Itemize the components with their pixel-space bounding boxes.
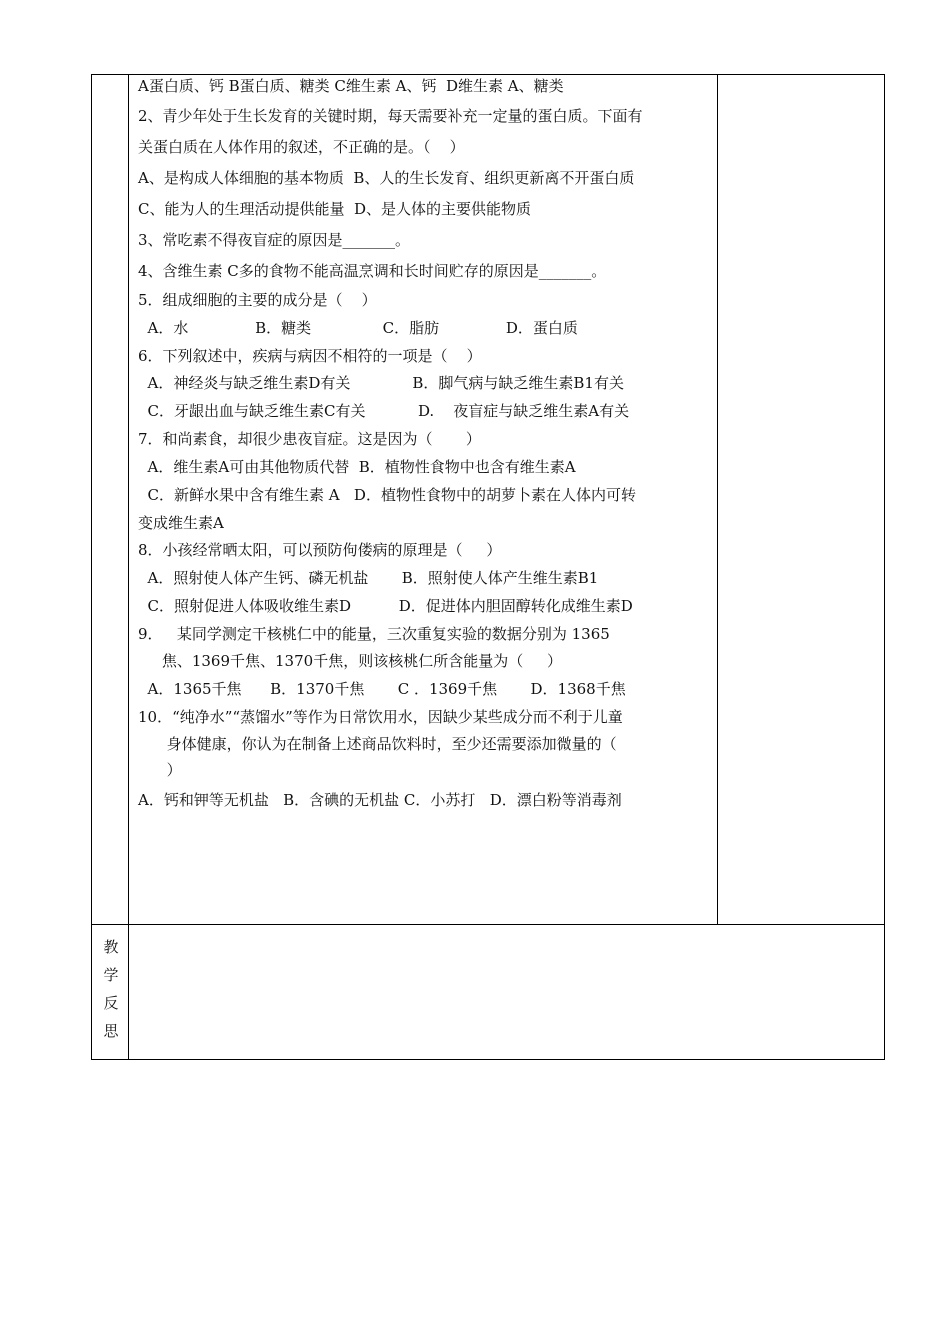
exercise-line: A．神经炎与缺乏维生素D有关 B．脚气病与缺乏维生素B1有关 <box>138 374 624 392</box>
exercise-line: A．照射使人体产生钙、磷无机盐 B．照射使人体产生维生素B1 <box>138 569 599 587</box>
exercise-line: A蛋白质、钙 B蛋白质、糖类 C维生素 A、钙 D维生素 A、糖类 <box>138 77 564 95</box>
reflection-row-divider <box>91 924 885 925</box>
reflection-label <box>95 933 127 1045</box>
exercise-line: 2、青少年处于生长发育的关键时期，每天需要补充一定量的蛋白质。下面有 <box>138 107 643 125</box>
table-top-border <box>91 74 885 75</box>
exercise-line: A、是构成人体细胞的基本物质 B、人的生长发育、组织更新离不开蛋白质 <box>138 169 635 187</box>
exercise-line: 7．和尚素食，却很少患夜盲症。这是因为（ ） <box>138 430 481 448</box>
exercise-line: 9． 某同学测定干核桃仁中的能量，三次重复实验的数据分别为 1365 <box>138 625 610 643</box>
exercise-line: 6．下列叙述中，疾病与病因不相符的一项是（ ） <box>138 347 482 365</box>
exercise-line: 5．组成细胞的主要的成分是（ ） <box>138 291 377 309</box>
exercise-line: C．新鲜水果中含有维生素 A D．植物性食物中的胡萝卜素在人体内可转 <box>138 486 636 504</box>
exercise-line: 8．小孩经常晒太阳，可以预防佝偻病的原理是（ ） <box>138 541 502 559</box>
exercise-line: A．钙和钾等无机盐 B．含碘的无机盐 C．小苏打 D．漂白粉等消毒剂 <box>138 791 622 809</box>
reflection-char: 学 <box>103 966 119 984</box>
exercise-line: A．1365千焦 B．1370千焦 C ．1369千焦 D．1368千焦 <box>138 680 626 698</box>
table-right-border <box>884 74 885 1060</box>
reflection-char: 反 <box>103 994 119 1012</box>
exercise-line: A．维生素A可由其他物质代替 B．植物性食物中也含有维生素A <box>138 458 576 476</box>
label-column-divider <box>128 74 129 1060</box>
exercise-line: 身体健康，你认为在制备上述商品饮料时，至少还需要添加微量的（ <box>138 735 617 753</box>
exercise-line: C、能为人的生理活动提供能量 D、是人体的主要供能物质 <box>138 200 532 218</box>
exercise-line: A．水 B．糖类 C．脂肪 D．蛋白质 <box>138 319 578 337</box>
exercise-line: 变成维生素A <box>138 514 224 532</box>
exercise-line: 焦、1369千焦、1370千焦，则该核桃仁所含能量为（ ） <box>138 652 563 670</box>
exercise-line: 10．“纯净水”“蒸馏水”等作为日常饮用水，因缺少某些成分而不利于儿童 <box>138 708 623 726</box>
exercise-line: 4、含维生素 C多的食物不能高温烹调和长时间贮存的原因是_______。 <box>138 262 607 280</box>
exercise-line: C．牙龈出血与缺乏维生素C有关 D. 夜盲症与缺乏维生素A有关 <box>138 402 630 420</box>
notes-column-divider <box>717 74 718 924</box>
exercise-line: 关蛋白质在人体作用的叙述，不正确的是。（ ） <box>138 138 465 156</box>
reflection-char: 教 <box>103 938 119 956</box>
table-bottom-border <box>91 1059 885 1060</box>
table-left-border <box>91 74 92 1060</box>
exercise-line: ） <box>138 761 182 779</box>
lesson-table <box>91 74 885 1060</box>
reflection-char: 思 <box>103 1022 119 1040</box>
exercise-line: C．照射促进人体吸收维生素D D．促进体内胆固醇转化成维生素D <box>138 597 633 615</box>
exercise-line: 3、常吃素不得夜盲症的原因是_______。 <box>138 231 411 249</box>
